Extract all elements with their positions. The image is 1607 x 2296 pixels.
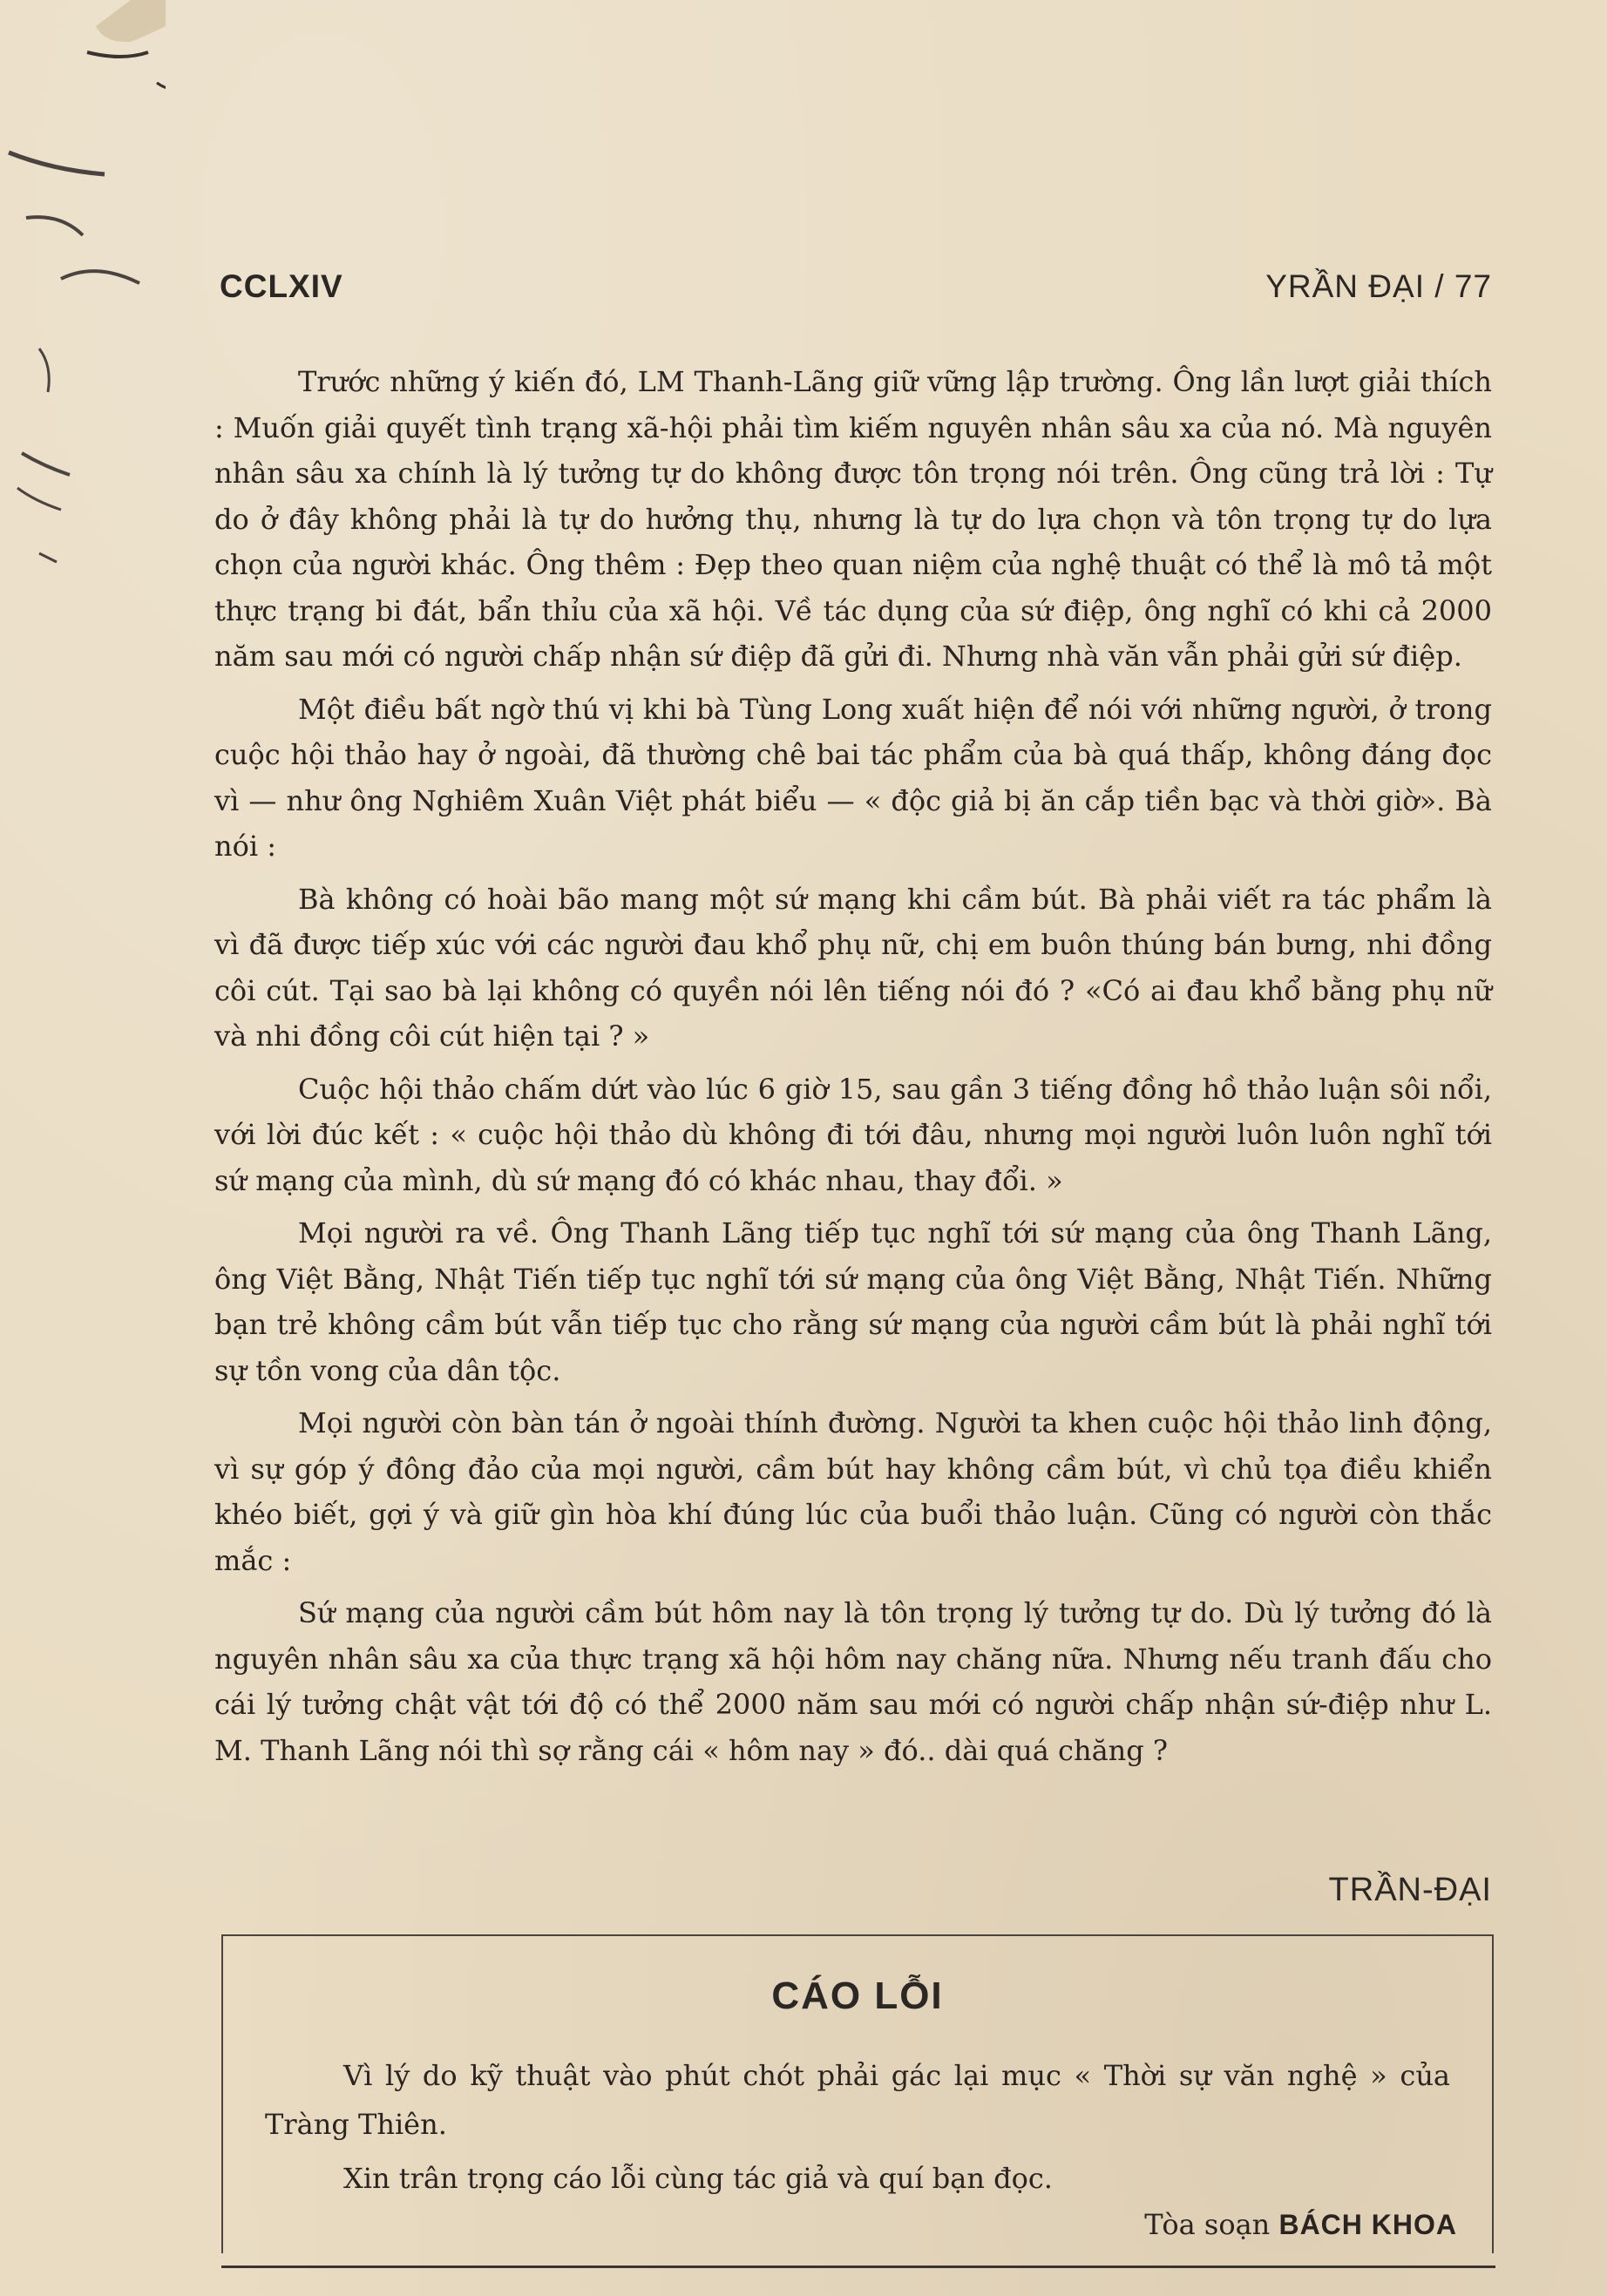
author-signature: TRẦN-ĐẠI [1328,1872,1492,1908]
paragraph: Một điều bất ngờ thú vị khi bà Tùng Long xuất hiện để nói với những người, ở trong cuộc hội thảo hay ở ngoài, đã thường chê bai tác phẩm của bà quá thấp, không đáng đọc vì — như ông Nghiêm Xuân Việt phát biểu — « độc giả bị ăn cắp tiền bạc và thời giờ». Bà nói : [214,692,1492,863]
article-body [214,359,1492,1780]
section-number: CCLXIV [220,268,343,304]
paragraph: Trước những ý kiến đó, LM Thanh-Lãng giữ vững lập trường. Ông lần lượt giải thích : Muốn giải quyết tình trạng xã-hội phải tìm kiếm nguyên nhân sâu xa của nó. Mà nguyên nhân sâu xa chính là lý tưởng tự do không được tôn trọng nói trên. Ông cũng trả lời : Tự do ở đây không phải là tự do hưởng thụ, nhưng là tự do lựa chọn và tôn trọng tự do lựa chọn của người khác. Ông thêm : Đẹp theo quan niệm của nghệ thuật có thể là mô tả một thực trạng bi đát, bẩn thỉu của xã hội. Về tác dụng của sứ điệp, ông nghĩ có khi cả 2000 năm sau mới có người chấp nhận sứ điệp đã gửi đi. Nhưng nhà văn vẫn phải gửi sứ điệp. [214,365,1492,673]
notice-paragraph: Vì lý do kỹ thuật vào phút chót phải gác lại mục « Thời sự văn nghệ » của Tràng Thiên. [265,2059,1450,2141]
notice-box [221,1934,1494,2253]
notice-bottom-rule [221,2266,1495,2268]
notice-sign-prefix: Tòa soạn [1144,2208,1271,2241]
paragraph: Mọi người còn bàn tán ở ngoài thính đường. Người ta khen cuộc hội thảo linh động, vì sự góp ý đông đảo của mọi người, cầm bút hay không cầm bút, vì chủ tọa điều khiển khéo biết, gợi ý và giữ gìn hòa khí đúng lúc của buổi thảo luận. Cũng có người còn thắc mắc : [214,1406,1492,1577]
notice-sign-brand: BÁCH KHOA [1278,2209,1457,2240]
running-title: YRẦN ĐẠI / 77 [1265,268,1492,304]
notice-paragraph: Xin trân trọng cáo lỗi cùng tác giả và quí bạn đọc. [343,2162,1053,2195]
notice-text [265,2051,1450,2208]
paragraph: Sứ mạng của người cầm bút hôm nay là tôn trọng lý tưởng tự do. Dù lý tưởng đó là nguyên nhân sâu xa của thực trạng xã hội hôm nay chăng nữa. Nhưng nếu tranh đấu cho cái lý tưởng chật vật tới độ có thể 2000 năm sau mới có người chấp nhận sứ-điệp như L. M. Thanh Lãng nói thì sợ rằng cái « hôm nay » đó.. dài quá chăng ? [214,1596,1492,1767]
notice-title: CÁO LỖI [771,1974,944,2017]
paragraph: Bà không có hoài bão mang một sứ mạng khi cầm bút. Bà phải viết ra tác phẩm là vì đã được tiếp xúc với các người đau khổ phụ nữ, chị em buôn thúng bán bưng, nhi đồng côi cút. Tại sao bà lại không có quyền nói lên tiếng nói đó ? «Có ai đau khổ bằng phụ nữ và nhi đồng côi cút hiện tại ? » [214,882,1492,1053]
torn-corner-marks [0,0,166,610]
running-header [220,268,1492,312]
paragraph: Mọi người ra về. Ông Thanh Lãng tiếp tục nghĩ tới sứ mạng của ông Thanh Lãng, ông Việt Bằng, Nhật Tiến tiếp tục nghĩ tới sứ mạng của ông Việt Bằng, Nhật Tiến. Những bạn trẻ không cầm bút vẫn tiếp tục cho rằng sứ mạng của người cầm bút là phải nghĩ tới sự tồn vong của dân tộc. [214,1216,1492,1387]
notice-signature [1144,2208,1457,2241]
paragraph: Cuộc hội thảo chấm dứt vào lúc 6 giờ 15, sau gần 3 tiếng đồng hồ thảo luận sôi nổi, với lời đúc kết : « cuộc hội thảo dù không đi tới đâu, nhưng mọi người luôn luôn nghĩ tới sứ mạng của mình, dù sứ mạng đó có khác nhau, thay đổi. » [214,1072,1492,1197]
